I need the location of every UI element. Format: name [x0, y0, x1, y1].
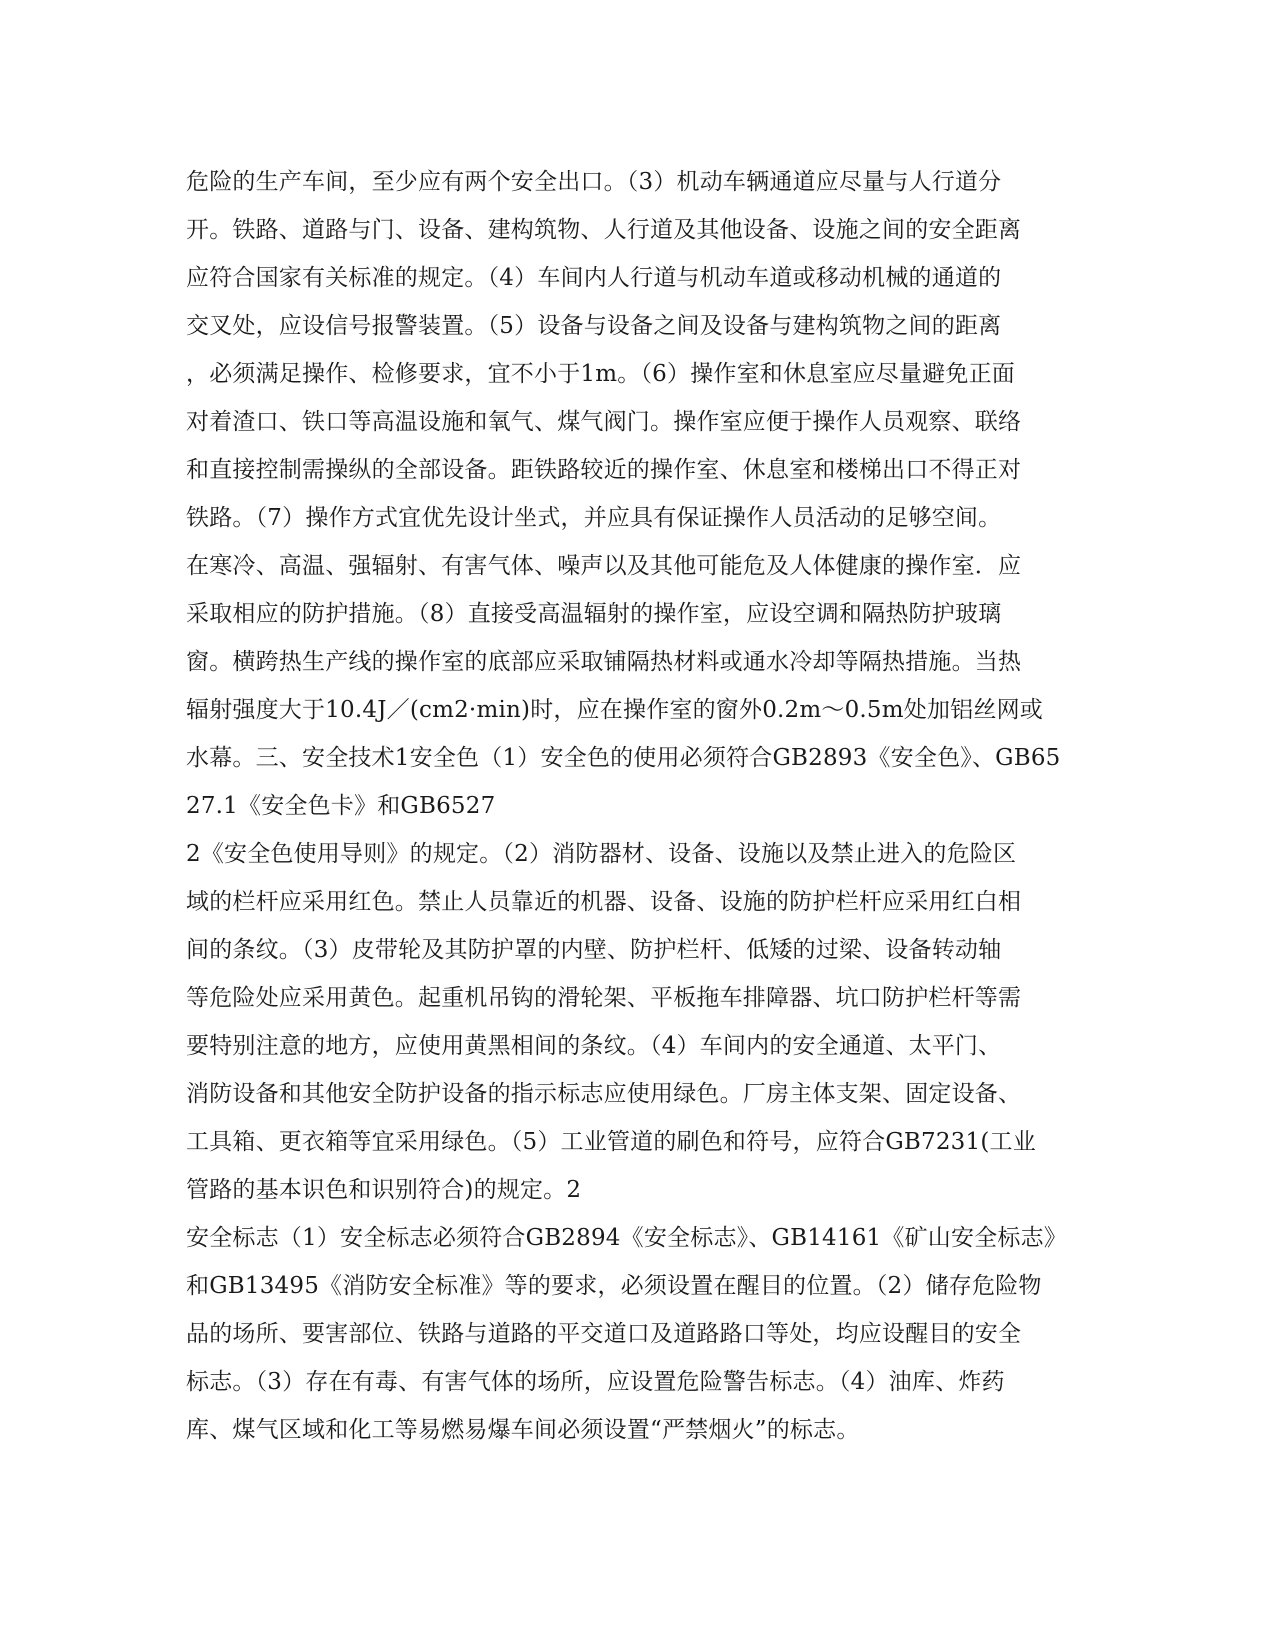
text-line: 间的条纹。（3）皮带轮及其防护罩的内壁、防护栏杆、低矮的过梁、设备转动轴	[186, 937, 1002, 963]
text-line: 对着渣口、铁口等高温设施和氧气、煤气阀门。操作室应便于操作人员观察、联络	[186, 409, 1022, 435]
text-line: 应符合国家有关标准的规定。（4）车间内人行道与机动车道或移动机械的通道的	[186, 265, 1002, 291]
text-line: 域的栏杆应采用红色。禁止人员靠近的机器、设备、设施的防护栏杆应采用红白相	[186, 889, 1022, 915]
text-line: 窗。横跨热生产线的操作室的底部应采取铺隔热材料或通水冷却等隔热措施。当热	[186, 649, 1022, 675]
text-line: 2《安全色使用导则》的规定。（2）消防器材、设备、设施以及禁止进入的危险区	[186, 841, 1017, 867]
text-line: 消防设备和其他安全防护设备的指示标志应使用绿色。厂房主体支架、固定设备、	[186, 1081, 1022, 1107]
text-line: 27.1《安全色卡》和GB6527	[186, 793, 496, 819]
text-line: 水幕。三、安全技术1安全色（1）安全色的使用必须符合GB2893《安全色》、GB65	[186, 745, 1061, 771]
text-line: ，必须满足操作、检修要求，宜不小于1m。（6）操作室和休息室应尽量避免正面	[186, 361, 1015, 387]
text-line: 库、煤气区域和化工等易燃易爆车间必须设置“严禁烟火”的标志。	[186, 1417, 860, 1443]
text-line: 管路的基本识色和识别符合)的规定。2	[186, 1177, 582, 1203]
text-line: 等危险处应采用黄色。起重机吊钩的滑轮架、平板拖车排障器、坑口防护栏杆等需	[186, 985, 1022, 1011]
text-line: 和直接控制需操纵的全部设备。距铁路较近的操作室、休息室和楼梯出口不得正对	[186, 457, 1022, 483]
body-text	[186, 158, 1091, 1454]
text-line: 品的场所、要害部位、铁路与道路的平交道口及道路路口等处，均应设醒目的安全	[186, 1321, 1022, 1347]
text-line: 采取相应的防护措施。（8）直接受高温辐射的操作室，应设空调和隔热防护玻璃	[186, 601, 1002, 627]
text-line: 开。铁路、道路与门、设备、建构筑物、人行道及其他设备、设施之间的安全距离	[186, 217, 1022, 243]
text-line: 要特别注意的地方，应使用黄黑相间的条纹。（4）车间内的安全通道、太平门、	[186, 1033, 1002, 1059]
text-line: 工具箱、更衣箱等宜采用绿色。（5）工业管道的刷色和符号，应符合GB7231(工业	[186, 1129, 1036, 1155]
text-line: 安全标志（1）安全标志必须符合GB2894《安全标志》、GB14161《矿山安全标志》	[186, 1225, 1067, 1251]
text-line: 标志。（3）存在有毒、有害气体的场所，应设置危险警告标志。（4）油库、炸药	[186, 1369, 1005, 1395]
text-line: 铁路。（7）操作方式宜优先设计坐式，并应具有保证操作人员活动的足够空间。	[186, 505, 1002, 531]
text-line: 辐射强度大于10.4J／(cm2·min)时，应在操作室的窗外0.2m～0.5m处加铝丝网或	[186, 697, 1043, 723]
text-line: 交叉处，应设信号报警装置。（5）设备与设备之间及设备与建构筑物之间的距离	[186, 313, 1002, 339]
text-line: 危险的生产车间，至少应有两个安全出口。（3）机动车辆通道应尽量与人行道分	[186, 169, 1002, 195]
text-line: 和GB13495《消防安全标准》等的要求，必须设置在醒目的位置。（2）储存危险物	[186, 1273, 1042, 1299]
text-line: 在寒冷、高温、强辐射、有害气体、噪声以及其他可能危及人体健康的操作室．应	[186, 553, 1022, 579]
